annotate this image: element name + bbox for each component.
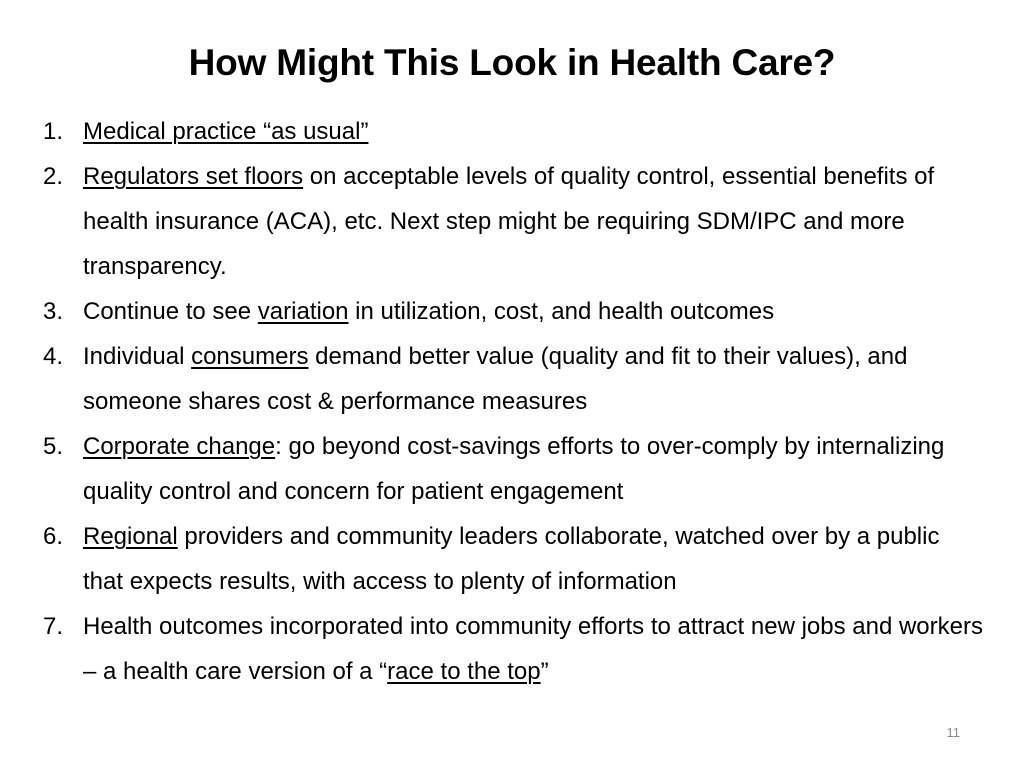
list-number: 2. [43, 163, 64, 190]
list-item-text [83, 163, 941, 280]
page-number: 11 [946, 725, 960, 740]
text-segment: on acceptable levels of quality control, essential benefits of health insurance (ACA), etc. Next step might be requiring SDM/IPC and more transparency. [83, 163, 941, 280]
text-segment: in utilization, cost, and health outcomes [348, 298, 775, 325]
underlined-phrase: variation [257, 298, 349, 325]
list-item-text [83, 523, 946, 595]
list-item [43, 154, 983, 289]
list-item-text [83, 118, 368, 145]
text-segment: Continue to see [83, 298, 258, 325]
list-item-text [83, 298, 774, 325]
list-number: 6. [43, 523, 64, 550]
underlined-phrase: Regulators set floors [83, 163, 304, 190]
list-item-text [83, 343, 914, 415]
text-segment: : go beyond cost-savings efforts to over-comply by internalizing quality control and concern for patient engagement [83, 433, 952, 505]
underlined-phrase: race to the top [387, 658, 541, 685]
text-segment: demand better value (quality and fit to their values), and someone shares cost & performance measures [83, 343, 915, 415]
list-number: 7. [43, 613, 64, 640]
list-item [43, 334, 983, 424]
text-segment: providers and community leaders collaborate, watched over by a public that expects results, with access to plenty of information [83, 523, 947, 595]
list-number: 5. [43, 433, 64, 460]
underlined-phrase: consumers [191, 343, 309, 370]
text-segment: Individual [83, 343, 192, 370]
list-item-text [83, 433, 951, 505]
list-number: 4. [43, 343, 64, 370]
list-item [43, 424, 983, 514]
list-item [43, 514, 983, 604]
underlined-phrase: Corporate change [83, 433, 276, 460]
list-item-text [83, 613, 990, 685]
list-number: 3. [43, 298, 64, 325]
list-item [43, 604, 990, 694]
list-item [43, 289, 983, 334]
slide-title: How Might This Look in Health Care? [188, 42, 836, 83]
underlined-phrase: Medical practice “as usual” [83, 118, 369, 145]
text-segment: ” [540, 658, 549, 685]
list-number: 1. [43, 118, 64, 145]
numbered-list [43, 109, 990, 694]
list-item [43, 109, 983, 154]
underlined-phrase: Regional [83, 523, 178, 550]
text-segment: Health outcomes incorporated into community efforts to attract new jobs and workers – a health care version of a “ [83, 613, 990, 685]
